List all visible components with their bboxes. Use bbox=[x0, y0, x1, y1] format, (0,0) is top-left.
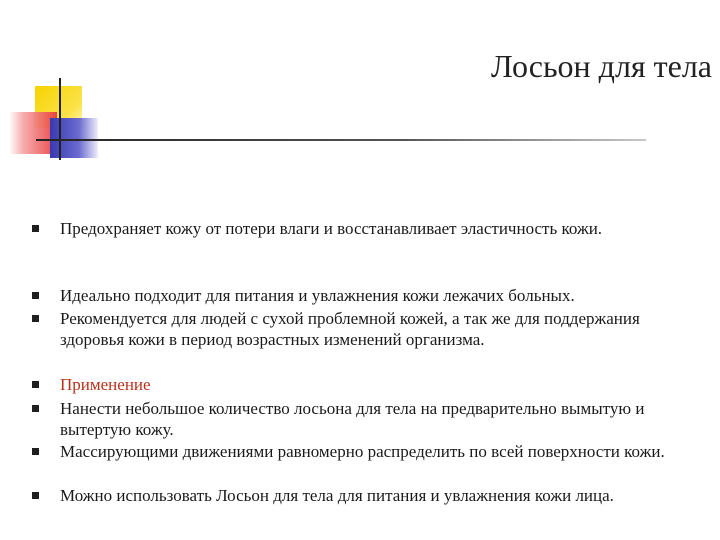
bullet-item bbox=[60, 285, 700, 306]
square-bullet-icon bbox=[32, 225, 39, 232]
bullet-text: Рекомендуется для людей с сухой проблемной кожей, а так же для поддержания здоровья кожи в период возрастных изменений организма. bbox=[60, 309, 640, 349]
bullet-text: Можно использовать Лосьон для тела для питания и увлажнения кожи лица. bbox=[60, 486, 614, 505]
bullet-text: Идеально подходит для питания и увлажнения кожи лежачих больных. bbox=[60, 286, 575, 305]
section-heading-text: Применение bbox=[60, 375, 151, 394]
vertical-rule-decoration bbox=[59, 78, 61, 160]
bullet-item-heading bbox=[60, 374, 700, 395]
bullet-text: Предохраняет кожу от потери влаги и восстанавливает эластичность кожи. bbox=[60, 219, 603, 238]
bullet-item bbox=[60, 398, 700, 440]
square-bullet-icon bbox=[32, 448, 39, 455]
square-bullet-icon bbox=[32, 315, 39, 322]
square-bullet-icon bbox=[32, 492, 39, 499]
bullet-item bbox=[60, 218, 700, 239]
square-bullet-icon bbox=[32, 381, 39, 388]
square-bullet-icon bbox=[32, 405, 39, 412]
bullet-item bbox=[60, 308, 700, 350]
bullet-text: Нанести небольшое количество лосьона для тела на предварительно вымытую и вытертую кожу. bbox=[60, 399, 645, 439]
decorative-logo-squares bbox=[0, 0, 110, 170]
slide-title: Лосьон для тела bbox=[491, 48, 712, 84]
bullet-item bbox=[60, 485, 700, 506]
bullet-item bbox=[60, 441, 700, 462]
blue-square-decoration bbox=[50, 118, 98, 158]
square-bullet-icon bbox=[32, 292, 39, 299]
bullet-text: Массирующими движениями равномерно распределить по всей поверхности кожи. bbox=[60, 442, 665, 461]
title-underline-rule bbox=[36, 139, 646, 141]
